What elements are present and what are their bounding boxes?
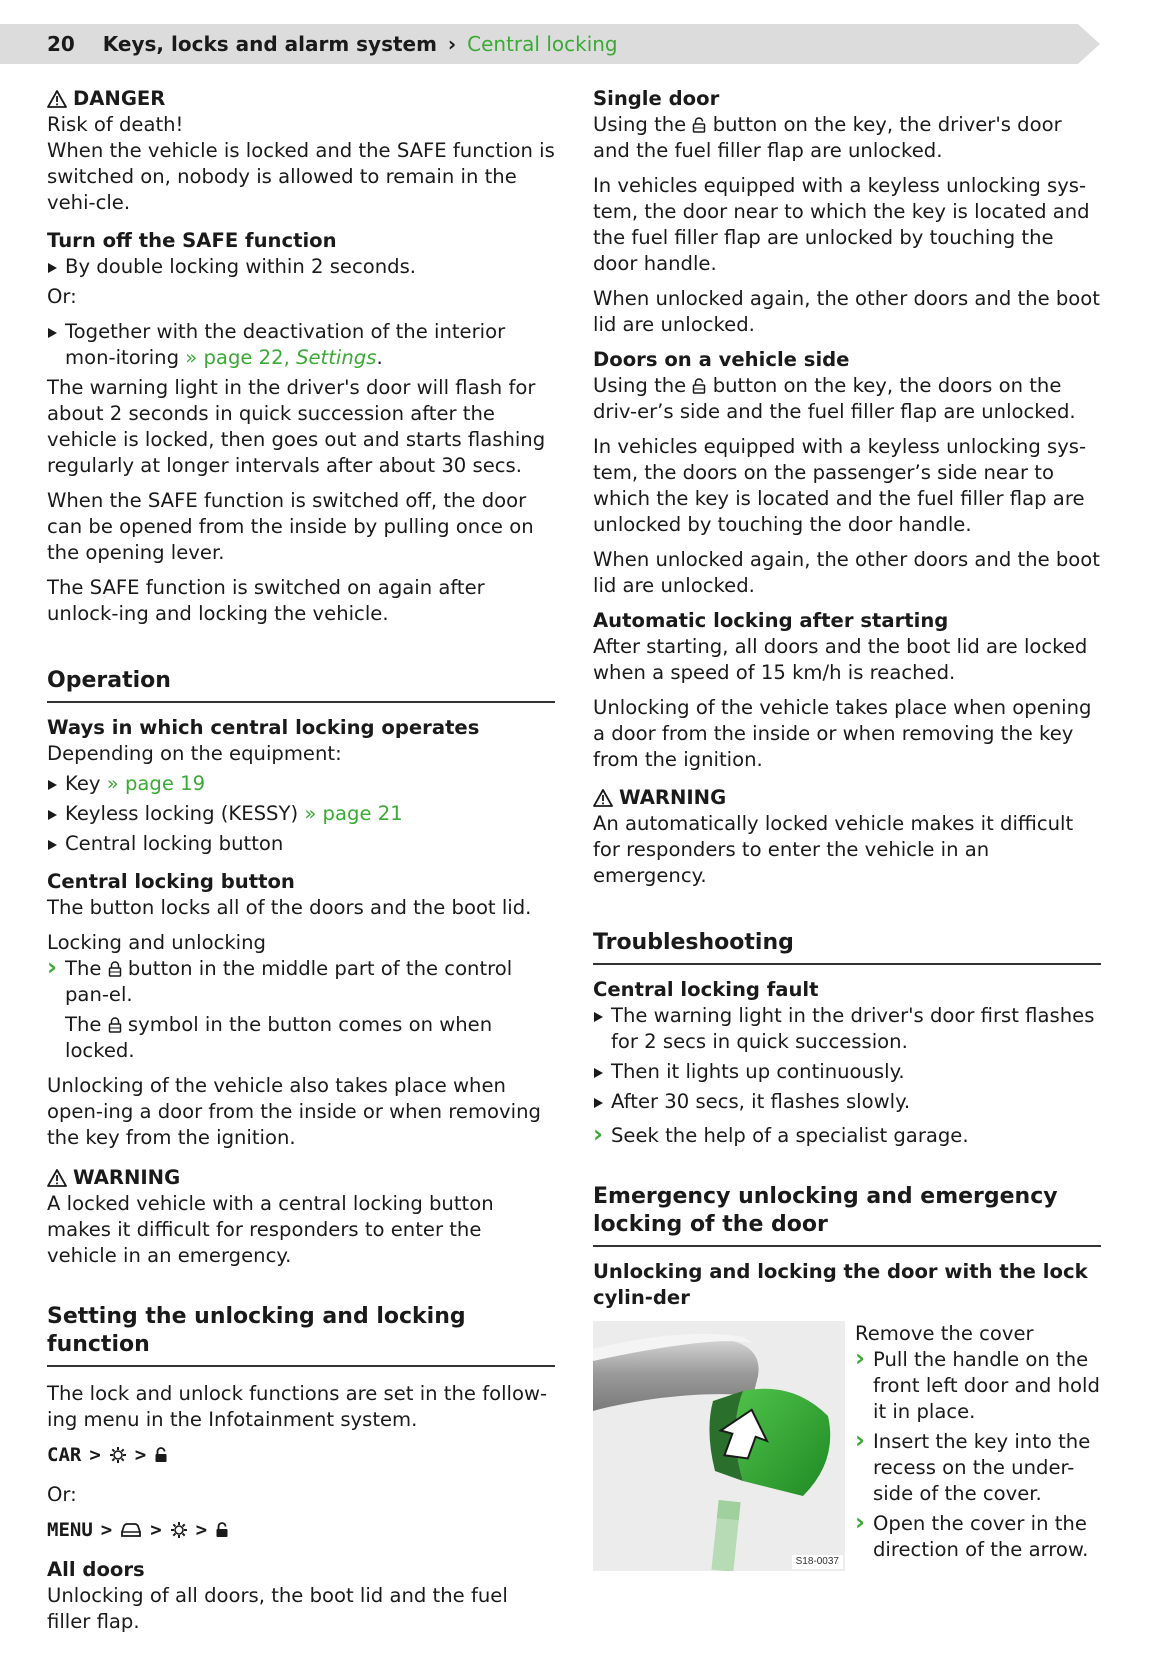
para-safe-on: The SAFE function is switched on again after unlock-ing and locking the vehicle. xyxy=(47,576,485,625)
cylinder-heading: Unlocking and locking the door with the lock cylin-der xyxy=(593,1260,1088,1309)
or-label-1: Or: xyxy=(47,285,77,308)
list-item xyxy=(47,831,555,857)
warning-text-2: An automatically locked vehicle makes it difficult for responders to enter the vehicle in an emergency. xyxy=(593,812,1074,887)
lock-step xyxy=(47,956,555,1008)
setting-heading: Setting the unlocking and locking function xyxy=(47,1303,555,1367)
troubleshooting-heading: Troubleshooting xyxy=(593,929,1101,965)
section-title: Keys, locks and alarm system xyxy=(102,32,437,56)
settings-gear-icon xyxy=(170,1521,188,1539)
figure-block xyxy=(593,1321,1101,1571)
auto-unlock: Unlocking of the vehicle takes place when opening a door from the inside or when removing the key from the ignition. xyxy=(593,696,1092,771)
warning-triangle-icon xyxy=(47,1169,67,1187)
clb-text: The button locks all of the doors and the boot lid. xyxy=(47,896,532,919)
menu-separator: > xyxy=(100,1519,113,1541)
breadcrumb-separator: › xyxy=(447,32,457,56)
ways-item-text: Key xyxy=(65,772,101,795)
single-door-text xyxy=(593,112,1101,164)
safe-off-heading: Turn off the SAFE function xyxy=(47,229,337,252)
cover-step: › Pull the handle on the front left door and hold it in place. xyxy=(855,1347,1101,1425)
warning-title: WARNING xyxy=(619,786,727,809)
padlock-icon xyxy=(154,1447,168,1463)
door-handle-illustration xyxy=(593,1321,845,1571)
lock-icon xyxy=(108,961,122,977)
list-item: Then it lights up continuously. xyxy=(593,1059,1101,1085)
operation-heading: Operation xyxy=(47,667,555,703)
settings-gear-icon xyxy=(109,1446,127,1464)
ways-item-text: Central locking button xyxy=(65,832,284,855)
page-19-link[interactable]: » page 19 xyxy=(106,772,206,795)
warning-triangle-icon xyxy=(593,789,613,807)
menu-label: MENU xyxy=(47,1519,93,1541)
menu-path-car xyxy=(47,1442,555,1468)
lock-symbol-text-b: symbol in the button comes on when locked. xyxy=(65,1013,493,1062)
danger-line2: When the vehicle is locked and the SAFE function is switched on, nobody is allowed to remain in the vehi-cle. xyxy=(47,139,555,214)
page-22-link[interactable]: » page 22, xyxy=(185,346,290,369)
car-label: CAR xyxy=(47,1444,82,1466)
unlock-icon xyxy=(692,378,706,394)
cover-step: › Insert the key into the recess on the under-side of the cover. xyxy=(855,1429,1101,1507)
figure-steps xyxy=(855,1321,1101,1567)
single-text-a: Using the xyxy=(593,113,687,136)
emergency-heading: Emergency unlocking and emergency locking of the door xyxy=(593,1183,1101,1247)
side-text-a: Using the xyxy=(593,374,687,397)
padlock-icon xyxy=(215,1522,229,1538)
danger-title: DANGER xyxy=(73,87,166,110)
lock-step-text-a: The xyxy=(65,957,102,980)
fault-step: › Seek the help of a specialist garage. xyxy=(593,1123,1101,1149)
menu-separator: > xyxy=(89,1444,101,1466)
fault-heading: Central locking fault xyxy=(593,978,819,1001)
warning-title: WARNING xyxy=(73,1166,181,1189)
menu-separator: > xyxy=(150,1519,162,1541)
side-again: When unlocked again, the other doors and the boot lid are unlocked. xyxy=(593,548,1100,597)
auto-heading: Automatic locking after starting xyxy=(593,609,949,632)
single-again: When unlocked again, the other doors and the boot lid are unlocked. xyxy=(593,287,1100,336)
page-21-link[interactable]: » page 21 xyxy=(304,802,403,825)
side-text xyxy=(593,373,1101,425)
safe-off-item-1: By double locking within 2 seconds. xyxy=(47,254,555,280)
single-text-b: button on the key, the driver's door and the fuel filler flap are unlocked. xyxy=(593,113,1062,162)
list-item xyxy=(47,801,555,827)
safe-off-item-2-text: Together with the deactivation of the interior mon-itoring xyxy=(65,320,506,369)
list-item: After 30 secs, it flashes slowly. xyxy=(593,1089,1101,1115)
lock-symbol-note xyxy=(47,1012,555,1064)
remove-cover-label: Remove the cover xyxy=(855,1322,1034,1345)
danger-heading xyxy=(47,86,555,112)
auto-text: After starting, all doors and the boot lid are locked when a speed of 15 km/h is reached. xyxy=(593,635,1088,684)
figure-code: S18-0037 xyxy=(792,1555,843,1569)
clb-heading: Central locking button xyxy=(47,870,295,893)
car-icon xyxy=(120,1522,142,1538)
left-column xyxy=(47,86,555,1644)
or-label-2: Or: xyxy=(47,1483,77,1506)
warning-text-1: A locked vehicle with a central locking button makes it difficult for responders to enter the vehicle in an emergency. xyxy=(47,1192,494,1267)
ways-item-text: Keyless locking (KESSY) xyxy=(65,802,299,825)
lock-symbol-text-a: The xyxy=(65,1013,102,1036)
menu-separator: > xyxy=(134,1444,147,1466)
right-column xyxy=(593,86,1101,1571)
all-doors-text: Unlocking of all doors, the boot lid and the fuel filler flap. xyxy=(47,1584,508,1633)
warning-heading-2 xyxy=(593,785,1101,811)
subsection-title: Central locking xyxy=(467,32,618,56)
side-heading: Doors on a vehicle side xyxy=(593,348,850,371)
ways-intro: Depending on the equipment: xyxy=(47,742,342,765)
door-handle-figure xyxy=(593,1321,845,1571)
menu-path-menu xyxy=(47,1517,555,1543)
menu-separator: > xyxy=(195,1519,208,1541)
list-item: The warning light in the driver's door first flashes for 2 secs in quick succession. xyxy=(593,1003,1101,1055)
settings-link[interactable]: Settings xyxy=(296,346,377,369)
lock-unlock-label: Locking and unlocking xyxy=(47,931,266,954)
para-unlock-open: Unlocking of the vehicle also takes place when open-ing a door from the inside or when removing the key from the ignition. xyxy=(47,1074,541,1149)
side-keyless: In vehicles equipped with a keyless unlocking sys-tem, the doors on the passenger’s side near to which the key is located and the fuel filler flap are unlocked by touching the door handle. xyxy=(593,435,1087,536)
header-text xyxy=(47,31,618,57)
danger-line1: Risk of death! xyxy=(47,113,184,136)
para-warning-light: The warning light in the driver's door will flash for about 2 seconds in quick succession after the vehicle is locked, then goes out and starts flashing regularly at longer intervals after about 30 secs. xyxy=(47,376,546,477)
cover-step: › Open the cover in the direction of the arrow. xyxy=(855,1511,1101,1563)
safe-off-item-2-end: . xyxy=(376,346,383,369)
lock-step-text-b: button in the middle part of the control pan-el. xyxy=(65,957,513,1006)
unlock-icon xyxy=(692,117,706,133)
single-door-heading: Single door xyxy=(593,87,720,110)
lock-icon xyxy=(108,1017,122,1033)
all-doors-heading: All doors xyxy=(47,1558,145,1581)
single-keyless: In vehicles equipped with a keyless unlocking sys-tem, the door near to which the key is located and the fuel filler flap are unlocked by touching the door handle. xyxy=(593,174,1090,275)
running-header xyxy=(0,24,1100,64)
list-item xyxy=(47,771,555,797)
page-number: 20 xyxy=(47,32,75,56)
side-text-b: button on the key, the doors on the driv-er’s side and the fuel filler flap are unlocked. xyxy=(593,374,1076,423)
safe-off-item-2 xyxy=(47,319,555,371)
para-safe-off: When the SAFE function is switched off, the door can be opened from the inside by pulling once on the opening lever. xyxy=(47,489,534,564)
setting-text: The lock and unlock functions are set in the follow-ing menu in the Infotainment system. xyxy=(47,1382,548,1431)
ways-heading: Ways in which central locking operates xyxy=(47,716,480,739)
warning-triangle-icon xyxy=(47,90,67,108)
warning-heading-1 xyxy=(47,1165,555,1191)
